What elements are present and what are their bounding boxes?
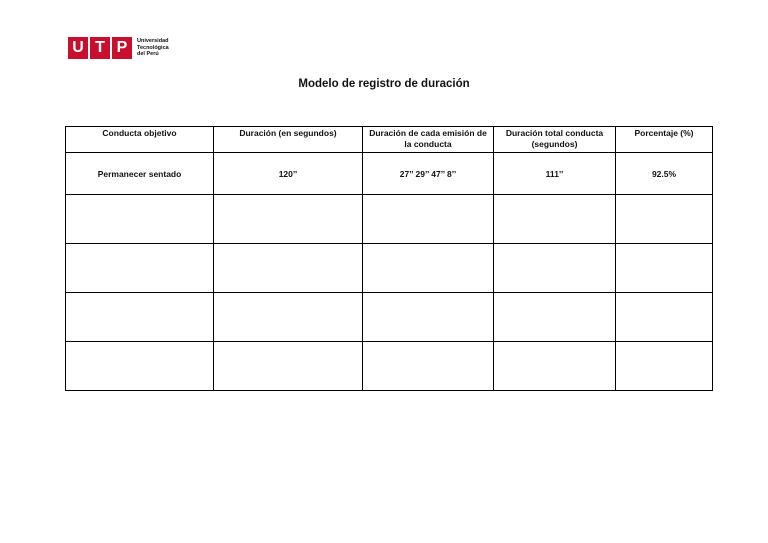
empty-cell (494, 342, 616, 391)
duration-record-table (65, 126, 713, 391)
empty-cell (616, 244, 713, 293)
empty-cell (363, 195, 494, 244)
empty-cell (494, 293, 616, 342)
empty-cell (616, 293, 713, 342)
header-total-duration: Duración total conducta (segundos) (494, 127, 616, 153)
empty-cell (494, 244, 616, 293)
logo-letter-p: P (112, 37, 132, 59)
cell-emission-durations: 27’’ 29’’ 47’’ 8’’ (363, 153, 494, 195)
empty-cell (363, 342, 494, 391)
logo-text-line: del Perú (137, 51, 159, 58)
logo-text-line: Tecnológica (137, 44, 169, 51)
document-title: Modelo de registro de duración (298, 78, 470, 90)
table-row-empty (66, 342, 713, 391)
empty-cell (214, 293, 363, 342)
empty-cell (214, 195, 363, 244)
empty-cell (214, 342, 363, 391)
empty-cell (66, 342, 214, 391)
empty-cell (214, 244, 363, 293)
empty-cell (66, 195, 214, 244)
table-row (66, 153, 713, 195)
logo-text-line: Universidad (137, 38, 169, 45)
empty-cell (616, 342, 713, 391)
empty-cell (616, 195, 713, 244)
empty-cell (494, 195, 616, 244)
logo-letter-u: U (68, 37, 88, 59)
logo-wordmark (137, 38, 169, 58)
utp-logo (68, 37, 169, 59)
table-row-empty (66, 244, 713, 293)
utp-logo-mark (68, 37, 132, 59)
empty-cell (66, 244, 214, 293)
empty-cell (363, 244, 494, 293)
empty-cell (363, 293, 494, 342)
cell-total-duration: 111’’ (494, 153, 616, 195)
logo-letter-t: T (90, 37, 110, 59)
header-emission-durations: Duración de cada emisión de la conducta (363, 127, 494, 153)
table-row-empty (66, 293, 713, 342)
header-percentage: Porcentaje (%) (616, 127, 713, 153)
cell-duration-seconds: 120’’ (214, 153, 363, 195)
table-row-empty (66, 195, 713, 244)
header-target-behavior: Conducta objetivo (66, 127, 214, 153)
header-duration-seconds: Duración (en segundos) (214, 127, 363, 153)
cell-target-behavior: Permanecer sentado (66, 153, 214, 195)
empty-cell (66, 293, 214, 342)
table-header-row (66, 127, 713, 153)
cell-percentage: 92.5% (616, 153, 713, 195)
